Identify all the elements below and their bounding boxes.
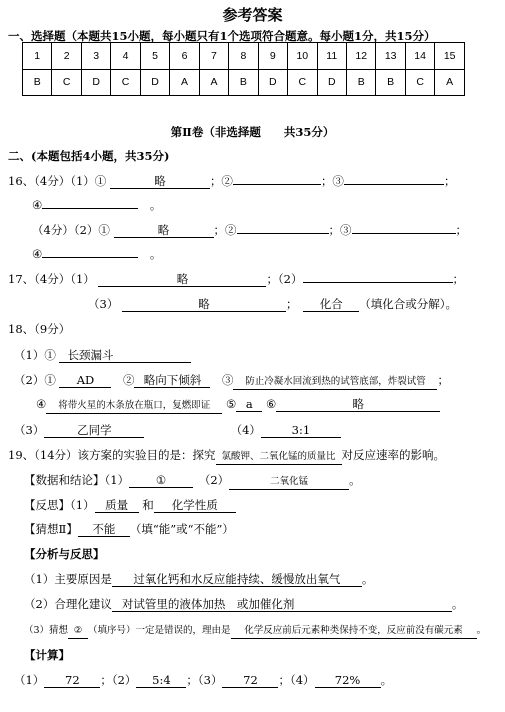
answer-blank: [303, 282, 453, 283]
q19-line4: 【猜想Ⅱ】 不能 （填“能”或“不能”）: [24, 522, 234, 536]
answer-blank: 略: [110, 174, 210, 189]
answer-cell: C: [111, 69, 140, 96]
answer-cell: B: [376, 69, 405, 96]
section2-heading: 二、(本题包括4小题，共35分): [8, 149, 170, 163]
question-number-cell: 1: [23, 43, 52, 70]
answer-blank: 略: [114, 223, 214, 238]
answer-blank: 72%: [315, 673, 381, 688]
question-number-cell: 4: [111, 43, 140, 70]
question-number-cell: 2: [52, 43, 81, 70]
answer-blank: 3:1: [261, 423, 341, 438]
question-number-cell: 9: [258, 43, 287, 70]
answer-cell: D: [317, 69, 346, 96]
answer-blank: 略: [98, 272, 266, 287]
part2-title: 第Ⅱ卷（非选择题 共35分）: [170, 125, 335, 139]
answer-cell: B: [229, 69, 258, 96]
answer-blank: 化合: [303, 297, 359, 312]
question-number-cell: 13: [376, 43, 405, 70]
q19-analysis-heading: 【分析与反思】: [24, 547, 105, 561]
question-number-cell: 10: [288, 43, 317, 70]
answer-blank: 二氧化锰: [229, 475, 349, 490]
question-number-cell: 15: [435, 43, 465, 70]
answer-blank: 质量: [95, 498, 139, 513]
q19-line3: 【反思】（1） 质量 和 化学性质: [24, 497, 236, 513]
answer-cell: B: [23, 69, 52, 96]
q16-line1: 16、（4分）（1）① 略 ；② ；③ ；: [8, 174, 456, 188]
q18-line3: ④ 将带火星的木条放在瓶口，复燃即证 ⑤ a ⑥ 略: [36, 397, 440, 414]
answer-cell: C: [52, 69, 81, 96]
q19-line7: （2）合理化建议 对试管里的液体加热 或加催化剂 。: [24, 597, 464, 611]
answer-blank: [42, 208, 138, 209]
question-number-cell: 12: [346, 43, 375, 70]
answer-cell: C: [288, 69, 317, 96]
question-number-cell: 7: [199, 43, 228, 70]
answer-cell: A: [170, 69, 199, 96]
q19-line2: 【数据和结论】（1） ① （2） 二氧化锰 。: [24, 472, 361, 490]
q19-line8: （3）猜想 ② （填序号）一定是错误的，理由是 化学反应前后元素种类保持不变，反应前没有碳元素 。: [24, 622, 486, 639]
q18-line2: （2）① AD ② 略向下倾斜 ③ 防止冷凝水回流到热的试管底部，炸裂试管 ；: [14, 372, 449, 390]
q18-line4: （3） 乙同学 （4） 3:1: [14, 422, 341, 438]
answer-cell: C: [405, 69, 434, 96]
question-number-cell: 8: [229, 43, 258, 70]
answer-blank: 72: [222, 673, 278, 688]
answer-cell: A: [199, 69, 228, 96]
answer-blank: 略向下倾斜: [134, 373, 210, 388]
q19-line6: （1）主要原因是 过氧化钙和水反应能持续、缓慢放出氧气 。: [24, 572, 374, 586]
question-number-cell: 3: [81, 43, 110, 70]
answer-blank: ①: [129, 473, 193, 488]
answer-cell: D: [140, 69, 169, 96]
answer-blank: 过氧化钙和水反应能持续、缓慢放出氧气: [112, 572, 362, 587]
answer-blank: 长颈漏斗: [59, 348, 191, 363]
answer-blank: 略: [276, 397, 440, 412]
q18-line1: （1）① 长颈漏斗: [14, 347, 191, 363]
answer-blank: 对试管里的液体加热 或加催化剂: [112, 597, 452, 612]
question-number-cell: 6: [170, 43, 199, 70]
answer-blank: 不能: [78, 522, 130, 537]
answer-row: [23, 69, 465, 96]
answer-cell: D: [258, 69, 287, 96]
answer-blank: [352, 233, 456, 234]
answer-cell: B: [346, 69, 375, 96]
q19-line1: 19、（14分）该方案的实验目的是：探究 氯酸钾、二氧化锰的质量比 对反应速率的影响。: [8, 447, 445, 465]
answer-blank: 略: [122, 297, 286, 312]
question-number-cell: 5: [140, 43, 169, 70]
answer-blank: 防止冷凝水回流到热的试管底部，炸裂试管: [233, 375, 437, 390]
q16-line2: ④ 。: [32, 198, 162, 212]
answer-blank: 乙同学: [44, 423, 144, 438]
q16-line3: （4分）（2）① 略 ；② ；③ ；: [32, 223, 468, 237]
q19-calc-heading: 【计算】: [24, 648, 70, 662]
q17-line2: （3） 略 ； 化合 （填化合或分解）。: [88, 297, 457, 311]
answer-table: [22, 42, 465, 96]
q18-heading: 18、（9分）: [8, 322, 71, 336]
q16-line4: ④ 。: [32, 247, 162, 261]
answer-blank: 将带火星的木条放在瓶口，复燃即证: [46, 399, 222, 414]
answer-blank: [42, 257, 138, 258]
q17-line1: 17、（4分）（1） 略 ；（2） ；: [8, 272, 465, 286]
answer-blank: [344, 184, 444, 185]
q19-line10: （1） 72 ；（2） 5:4 ；（3） 72 ；（4） 72% 。: [14, 673, 393, 687]
answer-blank: a: [236, 397, 262, 412]
answer-blank: 氯酸钾、二氧化锰的质量比: [216, 450, 342, 465]
question-number-cell: 14: [405, 43, 434, 70]
answer-blank: ②: [68, 624, 88, 639]
answer-cell: D: [81, 69, 110, 96]
answer-blank: 72: [44, 673, 100, 688]
answer-cell: A: [435, 69, 465, 96]
question-number-row: [23, 43, 465, 70]
answer-blank: 5:4: [136, 673, 186, 688]
answer-blank: [233, 184, 321, 185]
section1-heading: 一、选择题（本题共15小题，每小题只有1个选项符合题意。每小题1分，共15分）: [8, 29, 436, 43]
answer-blank: 化学反应前后元素种类保持不变，反应前没有碳元素: [231, 624, 477, 639]
answer-blank: 化学性质: [154, 498, 236, 513]
question-number-cell: 11: [317, 43, 346, 70]
page-title: 参考答案: [222, 6, 283, 24]
answer-blank: AD: [59, 373, 111, 388]
answer-blank: [237, 233, 329, 234]
